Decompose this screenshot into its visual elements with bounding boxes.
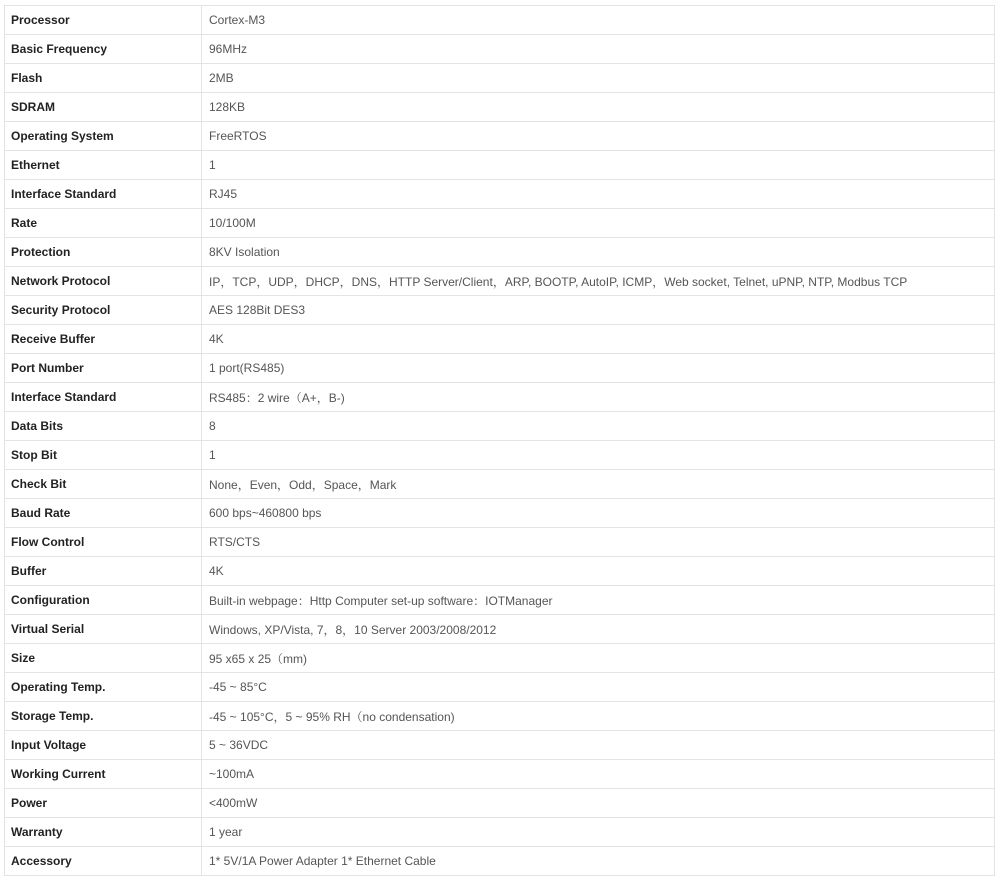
spec-value: 8KV Isolation	[202, 238, 995, 267]
table-row	[5, 818, 995, 847]
spec-label: Receive Buffer	[5, 325, 202, 354]
spec-label: Operating Temp.	[5, 673, 202, 702]
table-row	[5, 383, 995, 412]
spec-label: Input Voltage	[5, 731, 202, 760]
spec-value: -45 ~ 85°C	[202, 673, 995, 702]
spec-label: Baud Rate	[5, 499, 202, 528]
spec-label: Power	[5, 789, 202, 818]
table-row	[5, 354, 995, 383]
spec-label: Interface Standard	[5, 383, 202, 412]
table-row	[5, 35, 995, 64]
spec-label: Stop Bit	[5, 441, 202, 470]
table-row	[5, 122, 995, 151]
table-row	[5, 528, 995, 557]
table-row	[5, 296, 995, 325]
spec-label: Storage Temp.	[5, 702, 202, 731]
table-row	[5, 847, 995, 876]
spec-value: 4K	[202, 325, 995, 354]
spec-label: Basic Frequency	[5, 35, 202, 64]
spec-label: Buffer	[5, 557, 202, 586]
spec-label: Operating System	[5, 122, 202, 151]
spec-label: Accessory	[5, 847, 202, 876]
table-row	[5, 789, 995, 818]
spec-value: IP，TCP，UDP，DHCP，DNS，HTTP Server/Client，ARP, BOOTP, AutoIP, ICMP，Web socket, Telnet, uPNP, NTP, Modbus TCP	[202, 267, 995, 296]
table-row	[5, 325, 995, 354]
spec-value: 1	[202, 441, 995, 470]
table-row	[5, 238, 995, 267]
table-row	[5, 412, 995, 441]
table-row	[5, 151, 995, 180]
spec-value: 1	[202, 151, 995, 180]
spec-label: Network Protocol	[5, 267, 202, 296]
spec-value: None，Even，Odd，Space，Mark	[202, 470, 995, 499]
table-row	[5, 499, 995, 528]
spec-label: SDRAM	[5, 93, 202, 122]
table-row	[5, 93, 995, 122]
table-row	[5, 702, 995, 731]
table-row	[5, 644, 995, 673]
spec-value: <400mW	[202, 789, 995, 818]
spec-value: 95 x65 x 25（mm)	[202, 644, 995, 673]
spec-value: 600 bps~460800 bps	[202, 499, 995, 528]
table-row	[5, 180, 995, 209]
spec-label: Port Number	[5, 354, 202, 383]
spec-value: 1 year	[202, 818, 995, 847]
spec-value: 8	[202, 412, 995, 441]
spec-value: Cortex-M3	[202, 6, 995, 35]
spec-value: 4K	[202, 557, 995, 586]
spec-label: Check Bit	[5, 470, 202, 499]
spec-value: 128KB	[202, 93, 995, 122]
table-row	[5, 209, 995, 238]
spec-label: Rate	[5, 209, 202, 238]
spec-value: 5 ~ 36VDC	[202, 731, 995, 760]
spec-value: Windows, XP/Vista, 7，8，10 Server 2003/2008/2012	[202, 615, 995, 644]
table-row	[5, 760, 995, 789]
table-row	[5, 615, 995, 644]
spec-value: AES 128Bit DES3	[202, 296, 995, 325]
spec-value: 2MB	[202, 64, 995, 93]
spec-label: Security Protocol	[5, 296, 202, 325]
spec-label: Processor	[5, 6, 202, 35]
spec-label: Flow Control	[5, 528, 202, 557]
spec-table	[4, 5, 995, 876]
table-row	[5, 731, 995, 760]
spec-value: -45 ~ 105°C，5 ~ 95% RH（no condensation)	[202, 702, 995, 731]
table-row	[5, 586, 995, 615]
spec-value: FreeRTOS	[202, 122, 995, 151]
table-row	[5, 6, 995, 35]
spec-value: 96MHz	[202, 35, 995, 64]
spec-value: RS485：2 wire（A+，B-)	[202, 383, 995, 412]
spec-label: Flash	[5, 64, 202, 93]
spec-value: 10/100M	[202, 209, 995, 238]
spec-label: Ethernet	[5, 151, 202, 180]
spec-value: Built-in webpage：Http Computer set-up software：IOTManager	[202, 586, 995, 615]
spec-label: Interface Standard	[5, 180, 202, 209]
table-row	[5, 470, 995, 499]
table-row	[5, 673, 995, 702]
spec-label: Warranty	[5, 818, 202, 847]
spec-value: ~100mA	[202, 760, 995, 789]
spec-label: Protection	[5, 238, 202, 267]
spec-value: 1 port(RS485)	[202, 354, 995, 383]
spec-value: RTS/CTS	[202, 528, 995, 557]
spec-value: 1* 5V/1A Power Adapter 1* Ethernet Cable	[202, 847, 995, 876]
table-row	[5, 557, 995, 586]
spec-label: Working Current	[5, 760, 202, 789]
table-row	[5, 441, 995, 470]
spec-label: Virtual Serial	[5, 615, 202, 644]
spec-label: Data Bits	[5, 412, 202, 441]
spec-table-body	[5, 6, 995, 876]
spec-label: Size	[5, 644, 202, 673]
table-row	[5, 267, 995, 296]
spec-value: RJ45	[202, 180, 995, 209]
spec-label: Configuration	[5, 586, 202, 615]
table-row	[5, 64, 995, 93]
